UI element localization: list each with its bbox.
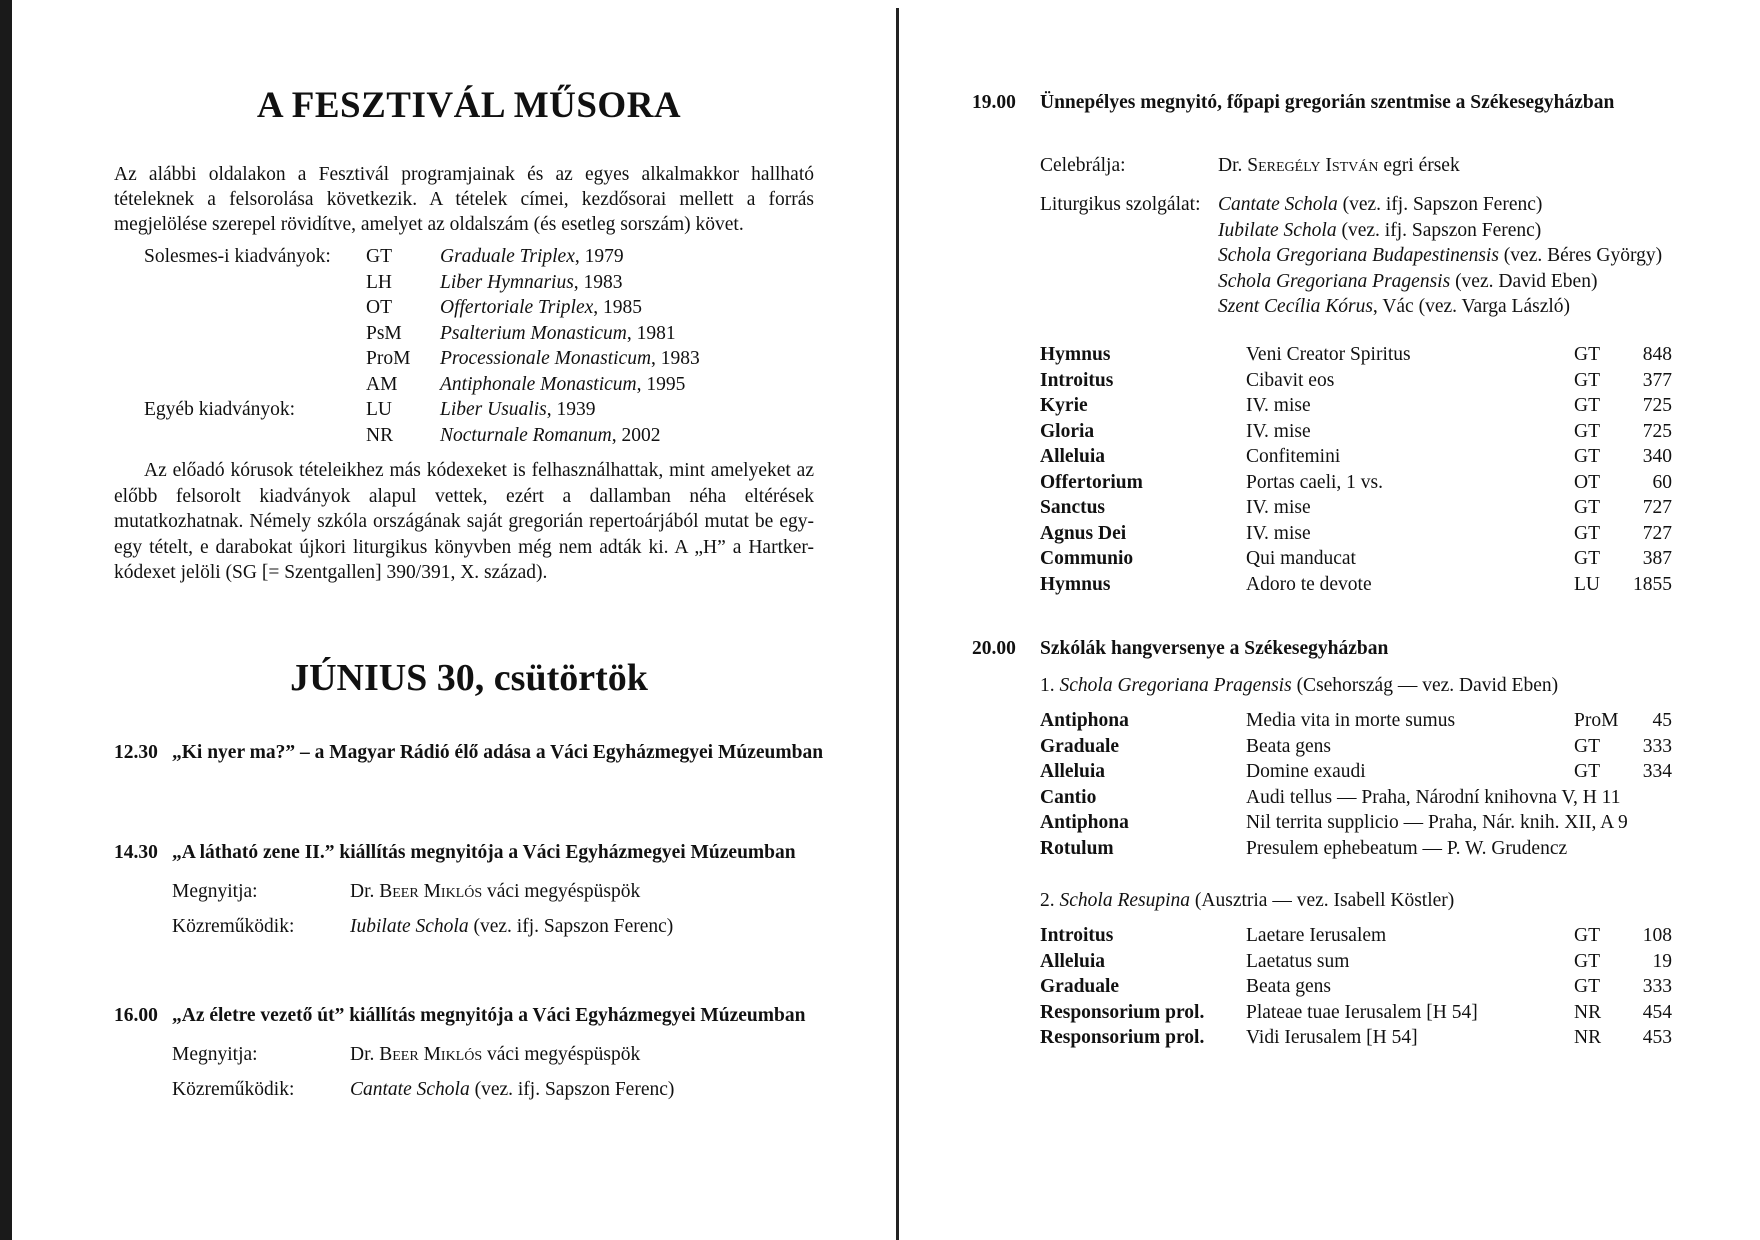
page-spine-divider bbox=[896, 8, 899, 1240]
program-row bbox=[1040, 421, 1672, 447]
liturgy-item bbox=[1218, 269, 1662, 295]
program-page: 725 bbox=[1642, 395, 1672, 416]
source-title: Antiphonale Monasticum bbox=[440, 373, 637, 395]
source-group bbox=[144, 272, 366, 298]
program-row bbox=[1040, 548, 1672, 574]
concert-heading bbox=[972, 636, 1672, 661]
program-part: Antiphona bbox=[1040, 710, 1129, 731]
source-abbr: NR bbox=[366, 424, 394, 446]
liturgy-choir: Szent Cecília Kórus bbox=[1218, 296, 1373, 317]
coop-row bbox=[172, 914, 824, 939]
source-title: Psalterium Monasticum bbox=[440, 322, 627, 344]
program-page: 725 bbox=[1642, 420, 1672, 442]
opener-value: Dr. Beer Miklós váci megyéspüspök bbox=[350, 1044, 641, 1065]
program-source: GT bbox=[1574, 548, 1600, 569]
coop-value: Iubilate Schola (vez. ifj. Sapszon Ferenc) bbox=[350, 916, 674, 937]
program-page: 453 bbox=[1642, 1027, 1672, 1048]
source-title: Offertoriale Triplex bbox=[440, 297, 594, 318]
program-row bbox=[1040, 761, 1672, 787]
source-title: Processionale Monasticum bbox=[440, 348, 652, 369]
liturgy-choir: Iubilate Schola bbox=[1218, 219, 1337, 241]
program-source: GT bbox=[1574, 344, 1600, 365]
source-title: Liber Hymnarius bbox=[440, 271, 574, 293]
liturgy-choir: Schola Gregoriana Budapestinensis bbox=[1218, 245, 1499, 266]
event-time: 20.00 bbox=[972, 638, 1016, 659]
program-piece: Presulem ephebeatum — P. W. Grudencz bbox=[1246, 837, 1568, 859]
opener-value: Dr. Beer Miklós váci megyéspüspök bbox=[350, 881, 641, 902]
program-part: Sanctus bbox=[1040, 497, 1106, 518]
source-row bbox=[144, 374, 824, 400]
liturgy-label-row bbox=[1040, 192, 1218, 218]
liturgy-detail: (vez. David Eben) bbox=[1450, 270, 1598, 292]
concert-program-1-table bbox=[1040, 710, 1672, 863]
source-year: , 1981 bbox=[627, 323, 676, 344]
page-title: A FESZTIVÁL MŰSORA bbox=[256, 85, 682, 126]
program-piece: Nil territa supplicio — Praha, Nár. knih. XII, A 9 bbox=[1246, 812, 1628, 833]
program-part: Responsorium prol. bbox=[1040, 1001, 1205, 1023]
page-edge-shadow bbox=[0, 0, 12, 1240]
liturgy-label: Liturgikus szolgálat: bbox=[1040, 194, 1201, 215]
intro-paragraph: Az alábbi oldalakon a Fesztivál programjainak és az egyes alkalmakkor hallható tételeknek a felsorolása következik. A tételek címei, kezdősorai mellett a forrás megjelölése szerepel rövidítve, amelyet az oldalszám (és esetleg sorszám) követ. bbox=[114, 164, 814, 235]
program-part: Hymnus bbox=[1040, 573, 1111, 595]
source-year: , 1983 bbox=[651, 348, 700, 369]
source-title-cell bbox=[440, 348, 824, 374]
program-source: GT bbox=[1574, 522, 1600, 544]
source-row bbox=[144, 348, 824, 374]
program-piece: Plateae tuae Ierusalem [H 54] bbox=[1246, 1001, 1478, 1023]
program-page: 1855 bbox=[1633, 573, 1672, 595]
program-piece: IV. mise bbox=[1246, 420, 1311, 442]
opener-row bbox=[172, 1042, 824, 1067]
celebrant-row bbox=[1040, 153, 1460, 179]
source-abbr: LH bbox=[366, 271, 392, 293]
concert-program-2-table bbox=[1040, 925, 1672, 1053]
program-part: Communio bbox=[1040, 548, 1134, 569]
program-part: Graduale bbox=[1040, 976, 1120, 997]
liturgy-detail: (vez. ifj. Sapszon Ferenc) bbox=[1336, 219, 1542, 241]
source-row bbox=[144, 323, 824, 349]
liturgy-item bbox=[1218, 294, 1662, 320]
program-piece: Laetatus sum bbox=[1246, 950, 1350, 972]
program-source: GT bbox=[1574, 950, 1600, 972]
program-source: GT bbox=[1574, 497, 1600, 518]
source-title-cell bbox=[440, 272, 824, 298]
liturgy-detail: (vez. ifj. Sapszon Ferenc) bbox=[1337, 194, 1543, 215]
program-part: Introitus bbox=[1040, 369, 1114, 391]
program-row bbox=[1040, 710, 1672, 736]
choir-2-heading: 2. Schola Resupina (Ausztria — vez. Isabell Köstler) bbox=[1040, 890, 1455, 911]
coop-value: Cantate Schola (vez. ifj. Sapszon Ferenc) bbox=[350, 1079, 675, 1100]
program-row bbox=[1040, 838, 1672, 864]
opener-label: Megnyitja: bbox=[172, 881, 258, 902]
program-source: GT bbox=[1574, 395, 1600, 416]
program-page: 45 bbox=[1652, 710, 1672, 731]
opener-row bbox=[172, 879, 824, 904]
source-group bbox=[144, 323, 366, 349]
liturgy-choir: Cantate Schola bbox=[1218, 194, 1338, 215]
program-piece: Adoro te devote bbox=[1246, 573, 1372, 595]
source-title-cell bbox=[440, 323, 824, 349]
program-source: GT bbox=[1574, 420, 1600, 442]
program-source: GT bbox=[1574, 735, 1600, 757]
liturgy-detail: , Vác (vez. Varga László) bbox=[1372, 296, 1571, 317]
program-source: GT bbox=[1574, 369, 1600, 391]
liturgy-detail: (vez. Béres György) bbox=[1498, 245, 1663, 266]
program-piece: Portas caeli, 1 vs. bbox=[1246, 471, 1384, 493]
source-group bbox=[144, 348, 366, 374]
program-part: Hymnus bbox=[1040, 344, 1111, 365]
event-title: „Az életre vezető út” kiállítás megnyitója a Váci Egyházmegyei Múzeumban bbox=[172, 1005, 806, 1026]
event-title: „A látható zene II.” kiállítás megnyitója a Váci Egyházmegyei Múzeumban bbox=[172, 842, 796, 863]
program-piece: Beata gens bbox=[1246, 735, 1332, 757]
liturgy-item bbox=[1218, 243, 1662, 269]
program-row bbox=[1040, 736, 1672, 762]
program-row bbox=[1040, 574, 1672, 600]
source-title: Nocturnale Romanum bbox=[440, 424, 612, 446]
program-row bbox=[1040, 925, 1672, 951]
event-1230 bbox=[114, 740, 824, 765]
program-part: Alleluia bbox=[1040, 761, 1106, 782]
program-row bbox=[1040, 344, 1672, 370]
source-abbr: AM bbox=[366, 373, 398, 395]
source-year: , 1985 bbox=[593, 297, 642, 318]
source-row bbox=[144, 297, 824, 323]
program-part: Introitus bbox=[1040, 925, 1114, 946]
program-page: 848 bbox=[1642, 344, 1672, 365]
source-group bbox=[144, 374, 366, 400]
source-abbr: LU bbox=[366, 399, 392, 420]
program-source: GT bbox=[1574, 976, 1600, 997]
program-row bbox=[1040, 787, 1672, 813]
source-year: , 1979 bbox=[575, 246, 624, 267]
liturgy-item bbox=[1218, 218, 1662, 244]
source-abbr: OT bbox=[366, 297, 392, 318]
program-row bbox=[1040, 812, 1672, 838]
program-part: Responsorium prol. bbox=[1040, 1027, 1205, 1048]
program-part: Kyrie bbox=[1040, 395, 1088, 416]
coop-label: Közreműködik: bbox=[172, 1079, 295, 1100]
program-page: 19 bbox=[1652, 950, 1672, 972]
event-title: „Ki nyer ma?” – a Magyar Rádió élő adása a Váci Egyházmegyei Múzeumban bbox=[172, 742, 824, 763]
program-source: GT bbox=[1574, 446, 1600, 467]
event-time: 14.30 bbox=[114, 842, 158, 863]
day-heading: JÚNIUS 30, csütörtök bbox=[290, 657, 648, 699]
program-piece: Qui manducat bbox=[1246, 548, 1356, 569]
program-piece: Audi tellus — Praha, Národní knihovna V, H 11 bbox=[1246, 786, 1621, 808]
source-title-cell bbox=[440, 399, 824, 425]
coop-label: Közreműködik: bbox=[172, 916, 295, 937]
source-year: , 1995 bbox=[637, 374, 686, 395]
program-piece: Media vita in morte sumus bbox=[1246, 710, 1456, 731]
program-row bbox=[1040, 446, 1672, 472]
program-row bbox=[1040, 951, 1672, 977]
program-source: OT bbox=[1574, 471, 1600, 493]
source-group: Solesmes-i kiadványok: bbox=[144, 246, 331, 267]
program-page: 108 bbox=[1642, 925, 1672, 946]
program-row bbox=[1040, 497, 1672, 523]
source-row bbox=[144, 399, 824, 425]
program-part: Offertorium bbox=[1040, 471, 1143, 493]
source-year: , 1983 bbox=[574, 272, 623, 293]
program-piece: Confitemini bbox=[1246, 446, 1341, 467]
program-part: Antiphona bbox=[1040, 812, 1129, 833]
event-time: 16.00 bbox=[114, 1005, 158, 1026]
program-source: NR bbox=[1574, 1001, 1602, 1023]
program-row bbox=[1040, 976, 1672, 1002]
program-part: Alleluia bbox=[1040, 446, 1106, 467]
source-year: , 2002 bbox=[612, 425, 661, 446]
opener-label: Megnyitja: bbox=[172, 1044, 258, 1065]
program-source: ProM bbox=[1574, 710, 1619, 731]
program-piece: Laetare Ierusalem bbox=[1246, 925, 1387, 946]
program-piece: IV. mise bbox=[1246, 497, 1311, 518]
source-row bbox=[144, 272, 824, 298]
program-row bbox=[1040, 395, 1672, 421]
source-abbr: PsM bbox=[366, 322, 402, 344]
program-part: Gloria bbox=[1040, 420, 1095, 442]
source-title-cell bbox=[440, 425, 824, 451]
program-row bbox=[1040, 1002, 1672, 1028]
source-group: Egyéb kiadványok: bbox=[144, 399, 296, 420]
event-time: 19.00 bbox=[972, 92, 1016, 113]
source-year: , 1939 bbox=[547, 399, 596, 420]
source-title-cell bbox=[440, 374, 824, 400]
program-row bbox=[1040, 1027, 1672, 1053]
program-row bbox=[1040, 370, 1672, 396]
program-source: GT bbox=[1574, 925, 1600, 946]
program-page: 334 bbox=[1642, 761, 1672, 782]
program-page: 333 bbox=[1642, 976, 1672, 997]
program-page: 387 bbox=[1642, 548, 1672, 569]
program-part: Alleluia bbox=[1040, 950, 1106, 972]
source-row bbox=[144, 425, 824, 451]
source-row bbox=[144, 246, 824, 272]
program-source: GT bbox=[1574, 761, 1600, 782]
event-title: Szkólák hangversenye a Székesegyházban bbox=[1040, 638, 1389, 659]
source-group bbox=[144, 297, 366, 323]
choir-1-heading: 1. Schola Gregoriana Pragensis (Csehország — vez. David Eben) bbox=[1040, 675, 1559, 696]
event-title: Ünnepélyes megnyitó, főpapi gregorián szentmise a Székesegyházban bbox=[1040, 92, 1615, 113]
liturgy-item bbox=[1218, 192, 1662, 218]
program-page: 727 bbox=[1642, 522, 1672, 544]
program-page: 454 bbox=[1642, 1001, 1672, 1023]
program-piece: Cibavit eos bbox=[1246, 369, 1335, 391]
program-part: Agnus Dei bbox=[1040, 522, 1127, 544]
program-piece: IV. mise bbox=[1246, 395, 1311, 416]
program-piece: Veni Creator Spiritus bbox=[1246, 344, 1411, 365]
source-title: Liber Usualis bbox=[440, 399, 547, 420]
mass-heading bbox=[972, 90, 1672, 115]
source-group bbox=[144, 425, 366, 451]
program-part: Rotulum bbox=[1040, 837, 1114, 859]
program-page: 60 bbox=[1652, 471, 1672, 493]
program-page: 340 bbox=[1642, 446, 1672, 467]
source-title-cell bbox=[440, 297, 824, 323]
liturgy-choir: Schola Gregoriana Pragensis bbox=[1218, 270, 1451, 292]
event-1430 bbox=[114, 840, 824, 939]
program-part: Cantio bbox=[1040, 786, 1097, 808]
program-piece: Beata gens bbox=[1246, 976, 1332, 997]
program-source: LU bbox=[1574, 573, 1600, 595]
program-row bbox=[1040, 523, 1672, 549]
note-paragraph: Az előadó kórusok tételeikhez más kódexeket is felhasználhattak, mint amelyeket az előbb felsorolt kiadványok alapul vettek, ezért a dallamban néha eltérések mutatkozhatnak. Némely szkóla országának saját gregorián repertoárjából mutat be egy-egy tételt, e darabokat újkori liturgikus könyvben még nem adták ki. A „H” a Hartker-kódexet jelöli (SG [= Szentgallen] 390/391, X. század). bbox=[114, 460, 814, 583]
program-piece: Vidi Ierusalem [H 54] bbox=[1246, 1027, 1418, 1048]
program-piece: Domine exaudi bbox=[1246, 761, 1366, 782]
source-abbr: GT bbox=[366, 246, 392, 267]
program-page: 727 bbox=[1642, 497, 1672, 518]
program-row bbox=[1040, 472, 1672, 498]
celebrant-label: Celebrálja: bbox=[1040, 155, 1126, 176]
event-time: 12.30 bbox=[114, 742, 158, 763]
program-page: 377 bbox=[1642, 369, 1672, 391]
program-source: NR bbox=[1574, 1027, 1602, 1048]
sources-table bbox=[144, 246, 824, 450]
celebrant-value: Dr. Seregély István egri érsek bbox=[1218, 155, 1460, 176]
program-piece: IV. mise bbox=[1246, 522, 1311, 544]
source-title: Graduale Triplex bbox=[440, 246, 575, 267]
coop-row bbox=[172, 1077, 824, 1102]
source-abbr: ProM bbox=[366, 348, 411, 369]
source-title-cell bbox=[440, 246, 824, 272]
event-1600 bbox=[114, 1003, 824, 1102]
program-page: 333 bbox=[1642, 735, 1672, 757]
program-part: Graduale bbox=[1040, 735, 1120, 757]
liturgy-list bbox=[1218, 192, 1662, 320]
mass-program-table bbox=[1040, 344, 1672, 599]
